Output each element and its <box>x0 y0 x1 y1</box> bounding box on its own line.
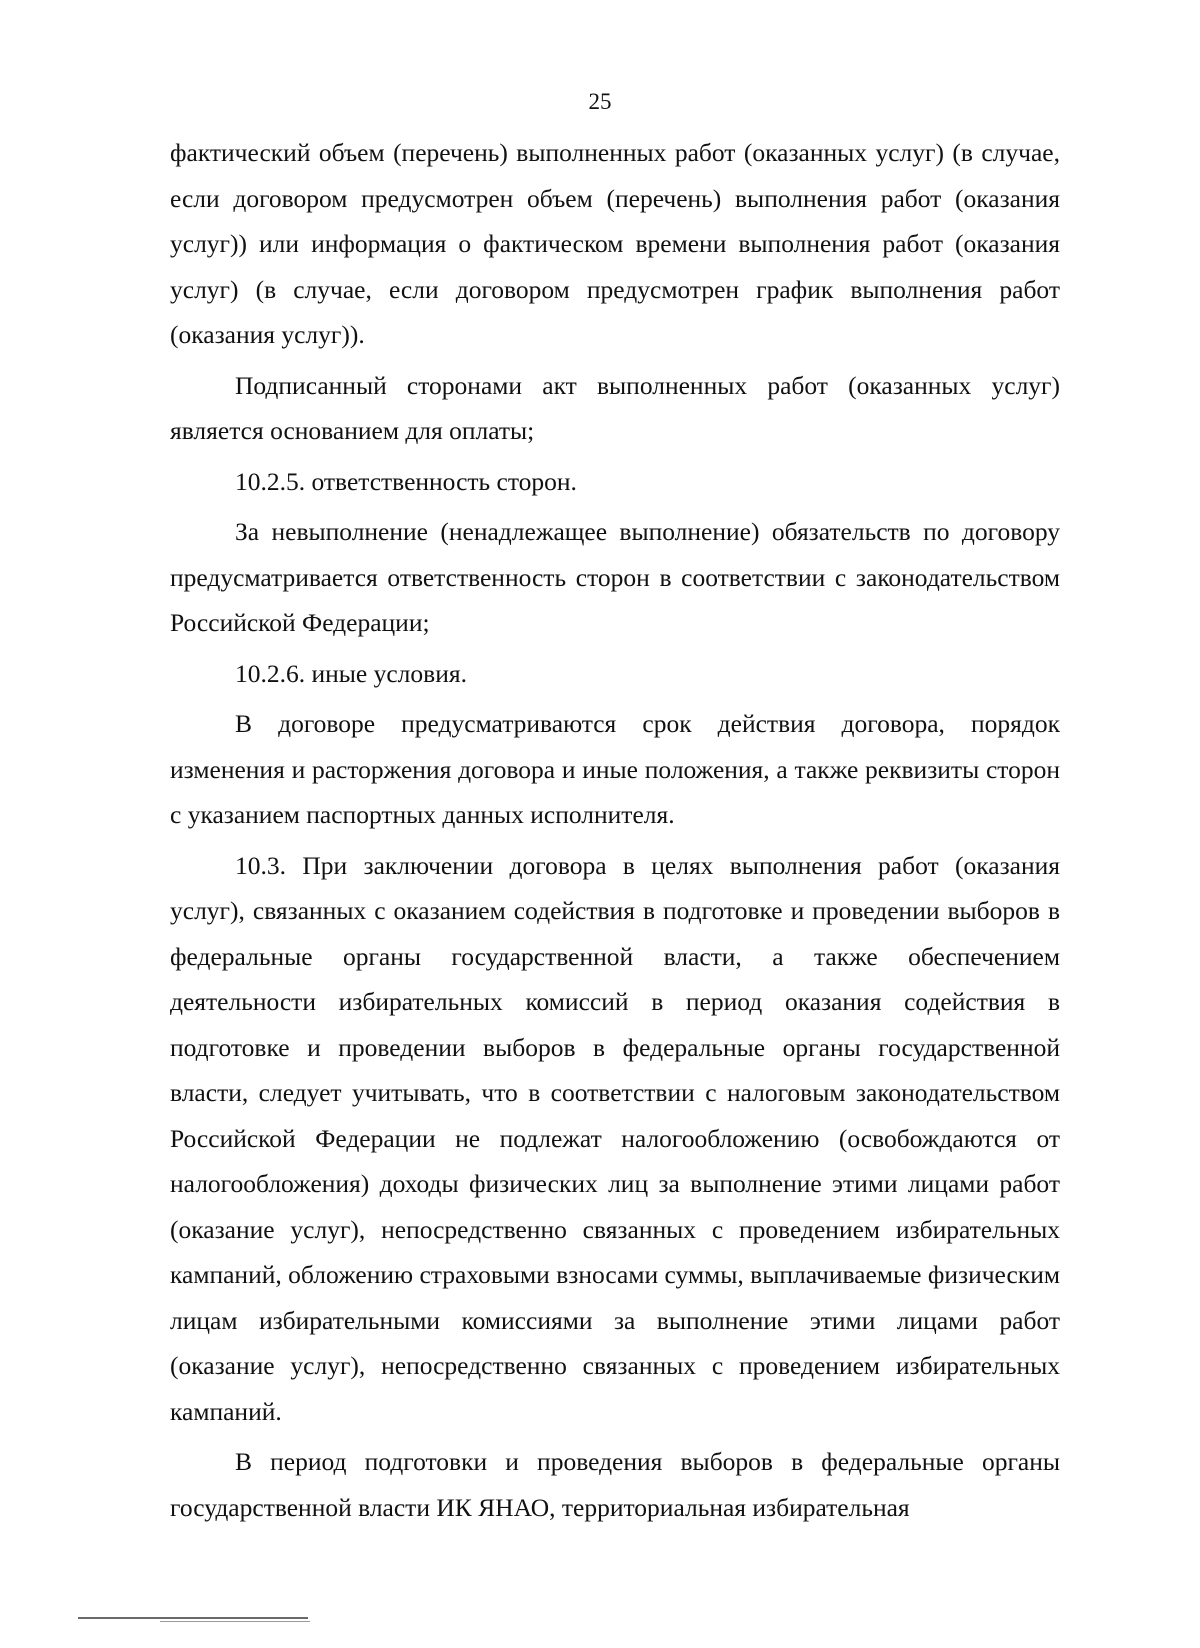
page-number: 25 <box>588 89 612 114</box>
paragraph-work-volume: фактический объем (перечень) выполненных работ (оказанных услуг) (в случае, если договором предусмотрен объем (перечень) выполнения работ (оказания услуг)) или информация о фактическом времени выполнения работ (оказания услуг) (в случае, если договором предусмотрен график выполнения работ (оказания услуг)). <box>170 138 1060 349</box>
paragraph-election-period: В период подготовки и проведения выборов в федеральные органы государственной власти ИК ЯНАО, территориальная избирательная <box>170 1447 1060 1522</box>
footer-divider <box>78 1617 308 1619</box>
clause-10-2-6-heading: 10.2.6. иные условия. <box>235 658 467 688</box>
clause-10-2-5-heading: 10.2.5. ответственность сторон. <box>235 466 577 496</box>
paragraph-other-terms: В договоре предусматриваются срок действия договора, порядок изменения и расторжения договора и иные положения, а также реквизиты сторон с указанием паспортных данных исполнителя. <box>170 709 1060 829</box>
paragraph-liability: За невыполнение (ненадлежащее выполнение) обязательств по договору предусматривается ответственность сторон в соответствии с законодательством Российской Федерации; <box>170 517 1060 637</box>
clause-10-3: 10.3. При заключении договора в целях выполнения работ (оказания услуг), связанных с оказанием содействия в подготовке и проведении выборов в федеральные органы государственной власти, а также обеспечением деятельности избирательных комиссий в период оказания содействия в подготовке и проведении выборов в федеральные органы государственной власти, следует учитывать, что в соответствии с налоговым законодательством Российской Федерации не подлежат налогообложению (освобождаются от налогообложения) доходы физических лиц за выполнение этими лицами работ (оказание услуг), непосредственно связанных с проведением избирательных кампаний, обложению страховыми взносами суммы, выплачиваемые физическим лицам избирательными комиссиями за выполнение этими лицами работ (оказание услуг), непосредственно связанных с проведением избирательных кампаний. <box>170 850 1060 1426</box>
document-body <box>170 130 1060 1530</box>
paragraph-signed-act: Подписанный сторонами акт выполненных работ (оказанных услуг) является основанием для оплаты; <box>170 370 1060 445</box>
footer-divider-faint <box>160 1621 310 1622</box>
